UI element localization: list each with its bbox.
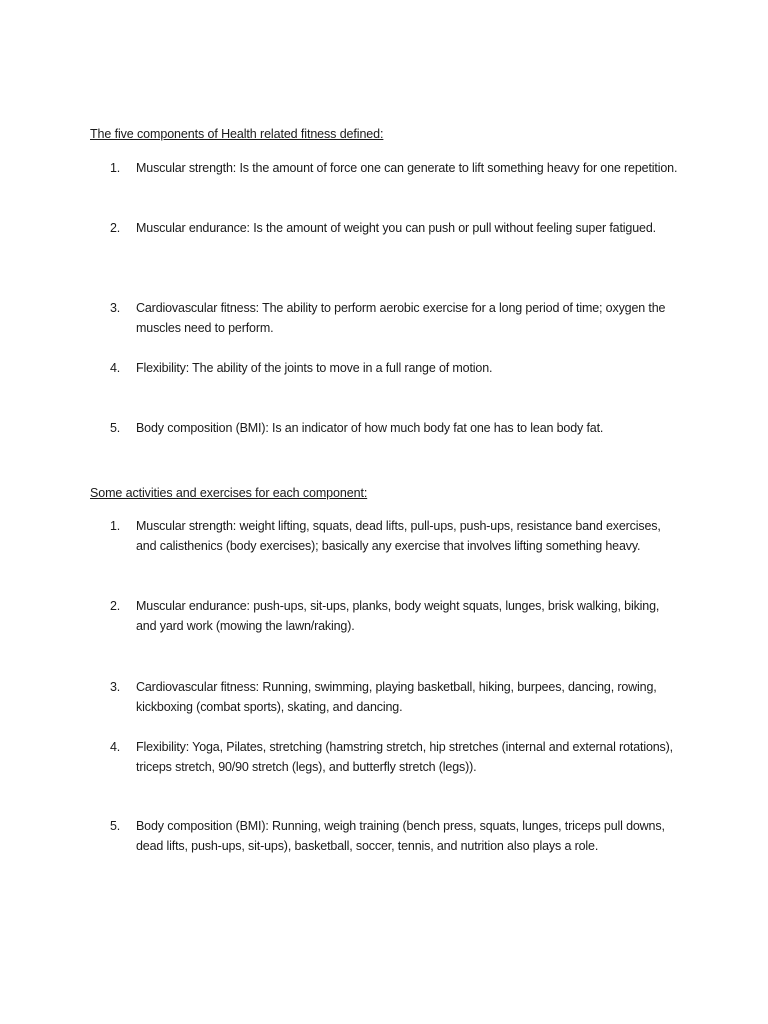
- list-number: 3.: [110, 301, 121, 315]
- list-number: 1.: [110, 519, 121, 533]
- list-item-text: Flexibility: The ability of the joints to move in a full range of motion.: [136, 361, 493, 375]
- list-item-text: Flexibility: Yoga, Pilates, stretching (hamstring stretch, hip stretches (internal and external rotations), triceps stretch, 90/90 stretch (legs), and butterfly stretch (legs)).: [136, 740, 673, 774]
- list-item: [110, 158, 680, 178]
- list-item: [110, 298, 680, 338]
- list-item: [110, 677, 680, 717]
- list-item: [110, 418, 680, 438]
- list-item-text: Cardiovascular fitness: The ability to perform aerobic exercise for a long period of time; oxygen the muscles need to perform.: [136, 301, 666, 335]
- list-number: 5.: [110, 819, 121, 833]
- list-item-text: Body composition (BMI): Is an indicator of how much body fat one has to lean body fat.: [136, 421, 604, 435]
- list-item-text: Muscular strength: Is the amount of force one can generate to lift something heavy for one repetition.: [136, 161, 678, 175]
- list-item-text: Body composition (BMI): Running, weigh training (bench press, squats, lunges, triceps pull downs, dead lifts, push-ups, sit-ups), basketball, soccer, tennis, and nutrition also plays a role.: [136, 819, 665, 853]
- list-item: [110, 358, 680, 378]
- list-item-text: Muscular endurance: push-ups, sit-ups, planks, body weight squats, lunges, brisk walking, biking, and yard work (mowing the lawn/raking).: [136, 599, 660, 633]
- list-number: 4.: [110, 361, 121, 375]
- list-item: [110, 516, 680, 556]
- section-heading-components: The five components of Health related fitness defined:: [90, 127, 384, 141]
- list-item: [110, 737, 680, 777]
- list-number: 2.: [110, 221, 121, 235]
- list-number: 3.: [110, 680, 121, 694]
- list-number: 5.: [110, 421, 121, 435]
- list-number: 2.: [110, 599, 121, 613]
- list-item-text: Muscular endurance: Is the amount of weight you can push or pull without feeling super fatigued.: [136, 221, 656, 235]
- list-item: [110, 816, 680, 856]
- list-item-text: Cardiovascular fitness: Running, swimming, playing basketball, hiking, burpees, dancing, rowing, kickboxing (combat sports), skating, and dancing.: [136, 680, 657, 714]
- list-number: 4.: [110, 740, 121, 754]
- section-heading-activities: Some activities and exercises for each component:: [90, 486, 368, 500]
- list-item: [110, 218, 680, 238]
- list-item: [110, 596, 680, 636]
- list-item-text: Muscular strength: weight lifting, squats, dead lifts, pull-ups, push-ups, resistance band exercises, and calisthenics (body exercises); basically any exercise that involves lifting something heavy.: [136, 519, 661, 553]
- list-number: 1.: [110, 161, 121, 175]
